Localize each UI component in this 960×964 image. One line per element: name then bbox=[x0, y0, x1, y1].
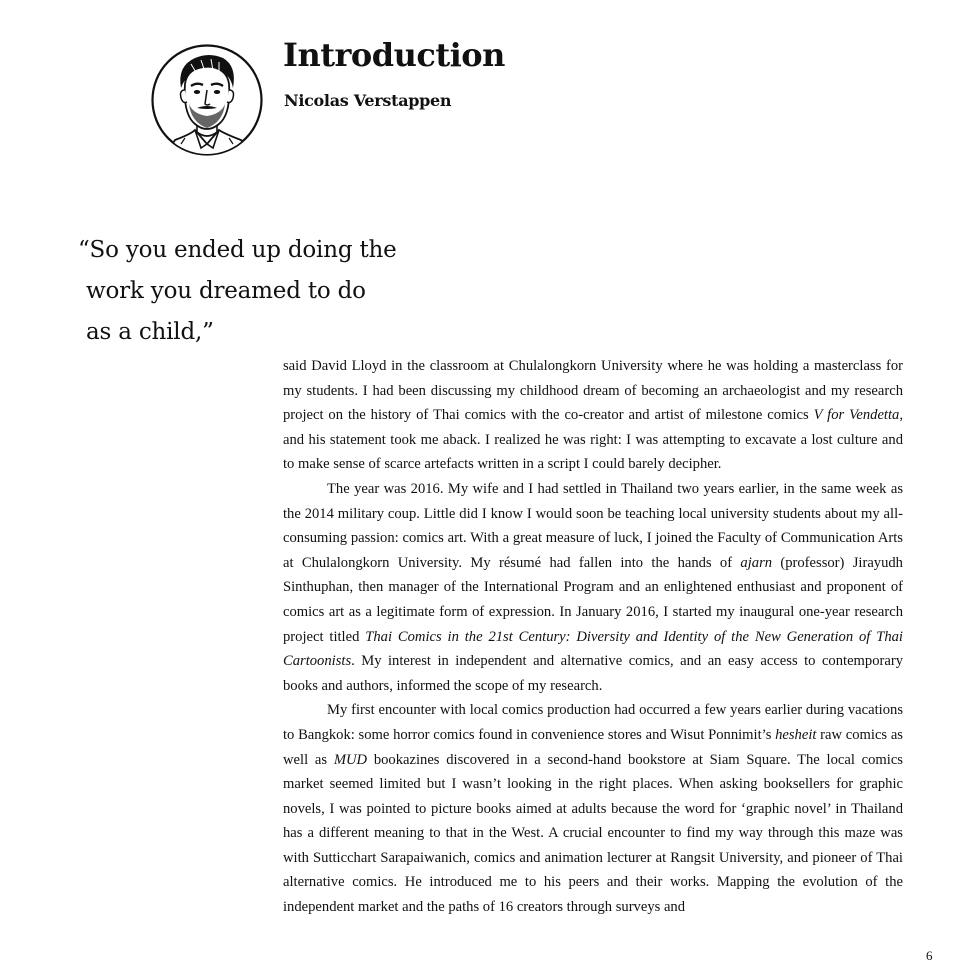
paragraph-text: bookazines discovered in a second-hand bookstore at Siam Square. The local comics market seemed limited but I wasn’t looking in the right places. When asking booksellers for graphic novels, I was pointed to picture books aimed at adults because the word for ‘graphic novel’ in Thailand has a different meaning to that in the West. A crucial encounter to find my way through this maze was with Sutticchart Sarapaiwanich, comics and animation lecturer at Rangsit University, and pioneer of Thai alternative comics. He introduced me to his peers and their works. Mapping the evolution of the independent market and the paths of 16 creators through surveys and bbox=[283, 751, 903, 916]
paragraph-text: raw comics as well as bbox=[283, 726, 903, 768]
paragraph bbox=[283, 477, 903, 698]
page-title: Introduction bbox=[283, 36, 505, 74]
author-portrait bbox=[151, 44, 263, 156]
paragraph bbox=[283, 354, 903, 477]
pull-quote-line: as a child,” bbox=[86, 319, 214, 345]
italic-term: MUD bbox=[333, 751, 368, 768]
paragraph-text: The year was 2016. My wife and I had settled in Thailand two years earlier, in the same week as the 2014 military coup. Little did I know I would soon be teaching local university students about my all-consuming passion: comics art. With a great measure of luck, I joined the Faculty of Communication Arts at Chulalongkorn University. My résumé had fallen into the hands of bbox=[283, 480, 903, 571]
author-name: Nicolas Verstappen bbox=[284, 91, 452, 110]
page-number: 6 bbox=[926, 948, 933, 963]
pull-quote-line: “So you ended up doing the bbox=[78, 237, 397, 263]
pull-quote-line: work you dreamed to do bbox=[86, 278, 366, 304]
paragraph bbox=[283, 698, 903, 919]
paragraph-text: (professor) Jirayudh Sinthuphan, then manager of the International Program and an enlightened enthusiast and proponent of comics art as a legitimate form of expression. In January 2016, I started my inaugural one-year research project titled bbox=[283, 554, 903, 645]
author-portrait-icon bbox=[153, 46, 262, 157]
paragraph-text: said David Lloyd in the classroom at Chulalongkorn University where he was holding a masterclass for my students. I had been discussing my childhood dream of becoming an archaeologist and my research project on the history of Thai comics with the co-creator and artist of milestone comics bbox=[283, 358, 903, 424]
book-title: V for Vendetta bbox=[813, 407, 900, 424]
body-text bbox=[283, 354, 903, 920]
paragraph-text: . My interest in independent and alternative comics, and an easy access to contemporary books and authors, informed the scope of my research. bbox=[283, 653, 903, 694]
italic-term: ajarn bbox=[740, 554, 773, 571]
pull-quote bbox=[78, 230, 408, 353]
project-title: Thai Comics in the 21st Century: Diversity and Identity of the New Generation of Thai Cartoonists bbox=[283, 628, 903, 670]
paragraph-text: My first encounter with local comics production had occurred a few years earlier during vacations to Bangkok: some horror comics found in convenience stores and Wisut Ponnimit’s bbox=[283, 702, 903, 743]
paragraph-text: , and his statement took me aback. I realized he was right: I was attempting to excavate a lost culture and to make sense of scarce artefacts written in a script I could barely decipher. bbox=[283, 407, 903, 473]
italic-term: hesheit bbox=[775, 726, 817, 743]
